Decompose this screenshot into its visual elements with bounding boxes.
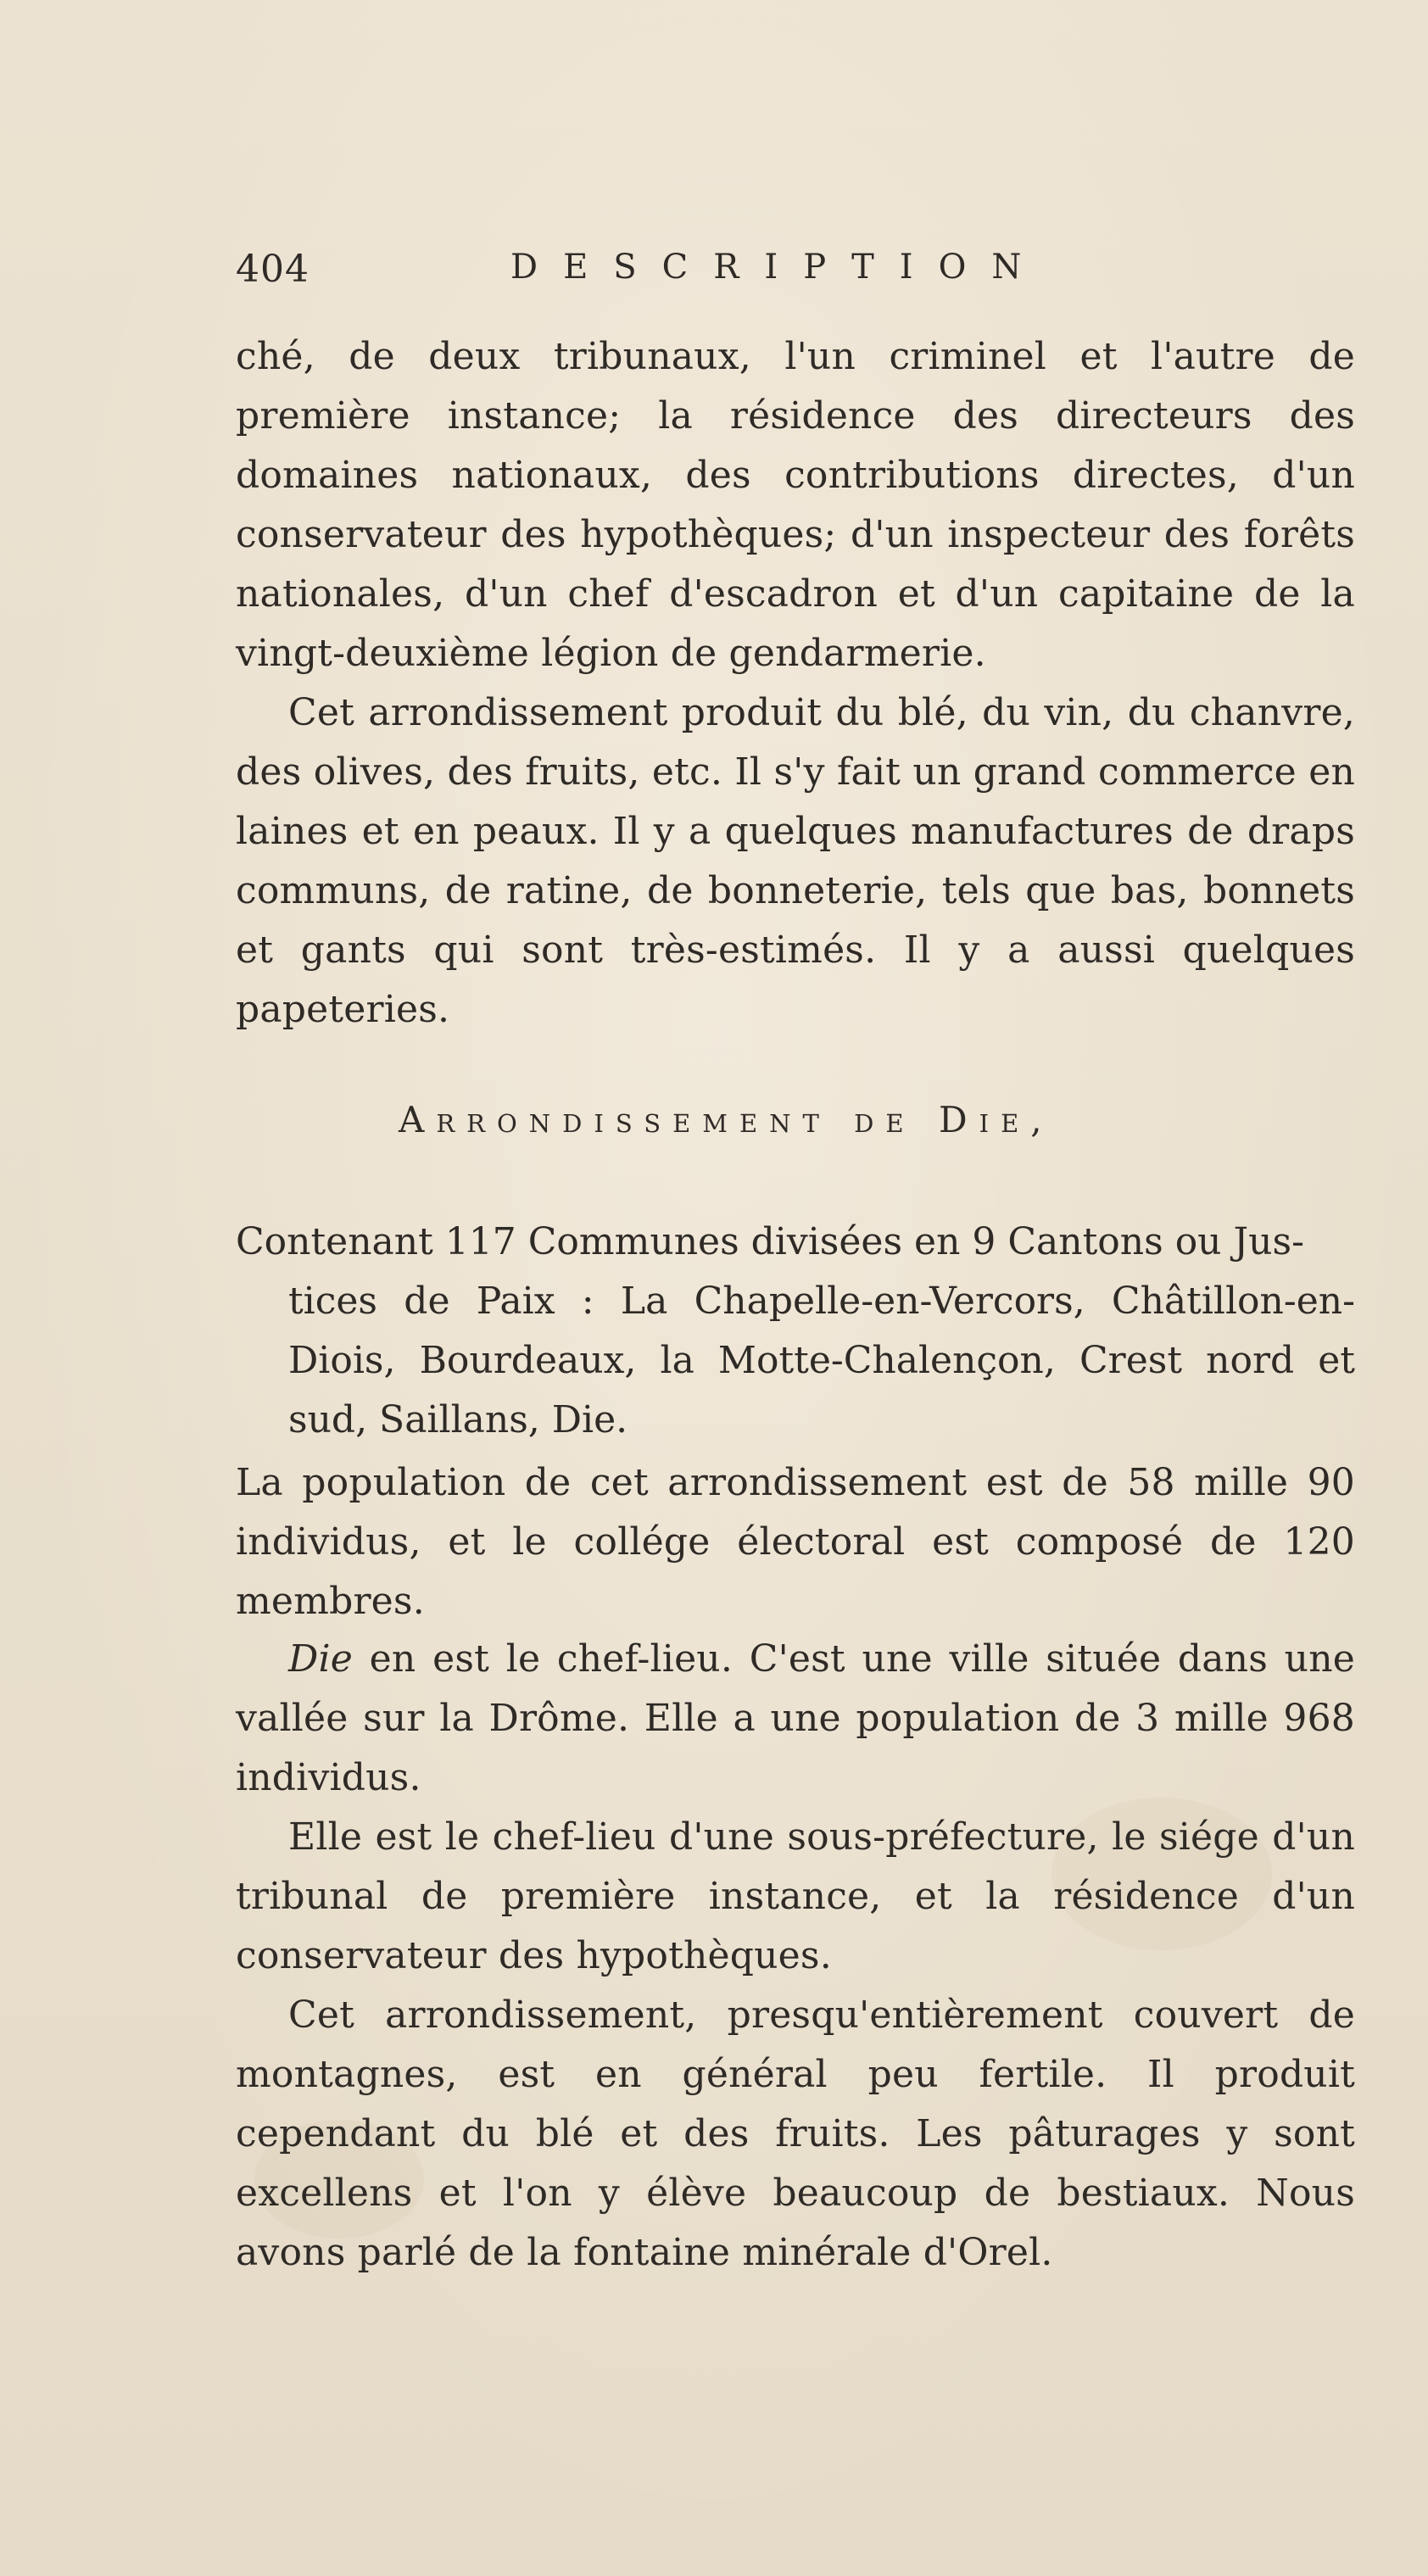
running-title: DESCRIPTION <box>510 248 1047 287</box>
town-name: Die <box>288 1637 353 1681</box>
communes-list <box>236 1213 1355 1450</box>
communes-first-line: Contenant 117 Communes divisées en 9 Cantons ou Jus- <box>236 1220 1304 1263</box>
paragraph-produce: Cet arrondissement produit du blé, du vin, du chanvre, des olives, des fruits, etc. Il s'y fait un grand commerce en laines et en peaux. Il y a quelques manufactures de draps communs, de ratine, de bonneterie, tels que bas, bonnets et gants qui sont très-estimés. Il y a aussi quelques papeteries. <box>236 691 1355 1031</box>
section-title: Arrondissement de Die, <box>399 1099 1054 1140</box>
paragraph-continuation: ché, de deux tribunaux, l'un criminel et l'autre de première instance; la résidence des directeurs des domaines nationaux, des contributions directes, d'un conservateur des hypothèques; d'un inspecteur des forêts nationales, d'un chef d'escadron et d'un capitaine de la vingt-deuxième légion de gendarmerie. <box>236 335 1355 675</box>
paragraph-sous-prefecture: Elle est le chef-lieu d'une sous-préfecture, le siége d'un tribunal de première instance, et la résidence d'un conservateur des hypothèques. <box>236 1815 1355 1977</box>
page-number: 404 <box>236 248 310 291</box>
page-header <box>236 248 1355 307</box>
paragraph-chef-lieu <box>236 1630 1355 1808</box>
paragraph-geography: Cet arrondissement, presqu'entièrement couvert de montagnes, est en général peu fertile. Il produit cependant du blé et des fruits. Les pâturages y sont excellens et l'on y élève beaucoup de bestiaux. Nous avons parlé de la fontaine minérale d'Orel. <box>236 1993 1355 2274</box>
paragraph-population: La population de cet arrondissement est de 58 mille 90 individus, et le collége électoral est composé de 120 membres. <box>236 1461 1355 1623</box>
chef-lieu-text: en est le chef-lieu. C'est une ville située dans une vallée sur la Drôme. Elle a une population de 3 mille 968 individus. <box>236 1637 1355 1799</box>
communes-rest: tices de Paix : La Chapelle-en-Vercors, Châtillon-en-Diois, Bourdeaux, la Motte-Chalençon, Crest nord et sud, Saillans, Die. <box>288 1280 1355 1441</box>
